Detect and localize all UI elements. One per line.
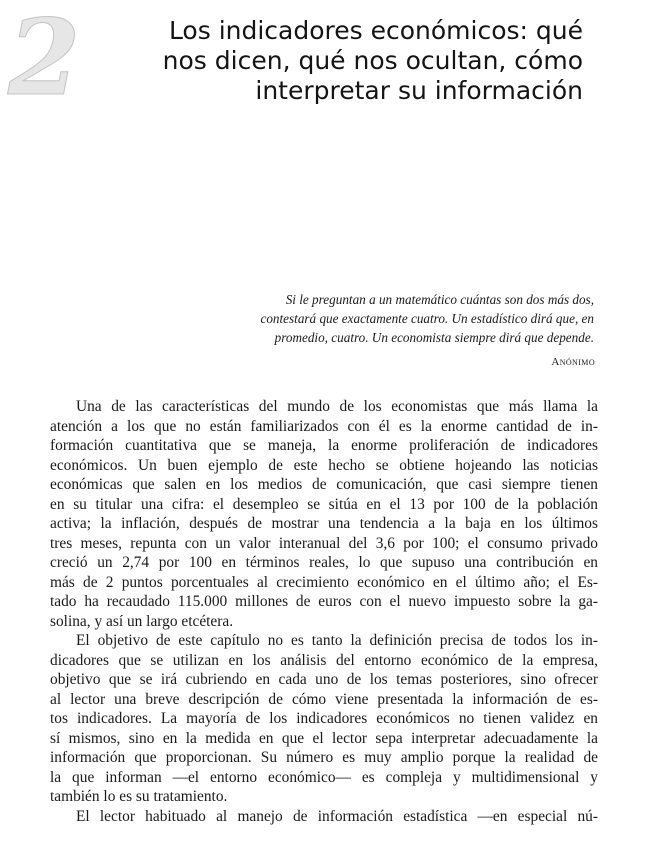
paragraph-line: al lector una breve descripción de cómo viene presentada la información de es- bbox=[50, 690, 598, 708]
chapter-title-line: interpretar su información bbox=[255, 76, 583, 105]
paragraph-line: sí mismos, sino en la medida en que el lector sepa interpretar adecuadamente la bbox=[50, 729, 598, 747]
paragraph-line: El lector habituado al manejo de información estadística —en especial nú- bbox=[76, 807, 598, 825]
epigraph-line: contestará que exactamente cuatro. Un estadístico dirá que, en bbox=[260, 311, 594, 326]
paragraph-line: también lo es su tratamiento. bbox=[50, 788, 228, 805]
epigraph-line: promedio, cuatro. Un economista siempre dirá que depende. bbox=[274, 330, 594, 345]
paragraph-line: dicadores que se utilizan en los análisis del entorno económico de la empresa, bbox=[50, 651, 598, 669]
chapter-title bbox=[63, 16, 583, 106]
epigraph-line: Si le preguntan a un matemático cuántas son dos más dos, bbox=[285, 292, 594, 307]
paragraph-line: activa; la inflación, después de mostrar una tendencia a la baja en los últimos bbox=[50, 515, 598, 532]
paragraph-line: más de 2 puntos porcentuales al crecimiento económico en el último año; el Es- bbox=[50, 573, 598, 591]
epigraph-author: Anónimo bbox=[551, 356, 595, 368]
paragraph-line: tos indicadores. La mayoría de los indicadores económicos no tienen validez en bbox=[50, 710, 598, 727]
epigraph bbox=[160, 290, 594, 347]
paragraph-line: creció un 2,74 por 100 en términos reales, lo que supuso una contribución en bbox=[50, 554, 598, 571]
paragraph-line: tres meses, repunta con un valor interanual del 3,6 por 100; el consumo privado bbox=[50, 534, 598, 552]
paragraph-line: solina, y así un largo etcétera. bbox=[50, 612, 234, 630]
paragraph-line: la que informan —el entorno económico— es compleja y multidimensional y bbox=[50, 768, 598, 786]
body-text bbox=[50, 397, 598, 826]
paragraph-line: formación cuantitativa que se maneja, la enorme proliferación de indicadores bbox=[50, 437, 598, 454]
chapter-title-line: Los indicadores económicos: qué bbox=[168, 16, 583, 45]
paragraph-line: económicas que salen en los medios de comunicación, que casi siempre tienen bbox=[50, 476, 598, 493]
paragraph-line: objetivo que se irá cubriendo en cada uno de los temas posteriores, sino ofrecer bbox=[50, 671, 598, 688]
paragraph-line: en su titular una cifra: el desempleo se sitúa en el 13 por 100 de la población bbox=[50, 495, 598, 513]
chapter-number: 2 bbox=[8, 0, 81, 119]
paragraph-line: atención a los que no están familiarizados con él es la enorme cantidad de in- bbox=[50, 417, 598, 435]
paragraph-line: Una de las características del mundo de los economistas que más llama la bbox=[76, 398, 598, 415]
paragraph-line: información que proporcionan. Su número es muy amplio porque la realidad de bbox=[50, 749, 598, 766]
paragraph-line: tado ha recaudado 115.000 millones de euros con el nuevo impuesto sobre la ga- bbox=[50, 593, 598, 610]
paragraph-line: El objetivo de este capítulo no es tanto la definición precisa de todos los in- bbox=[76, 632, 598, 649]
chapter-title-line: nos dicen, qué nos ocultan, cómo bbox=[162, 46, 583, 75]
paragraph-line: económicos. Un buen ejemplo de este hecho se obtiene hojeando las noticias bbox=[50, 456, 598, 474]
